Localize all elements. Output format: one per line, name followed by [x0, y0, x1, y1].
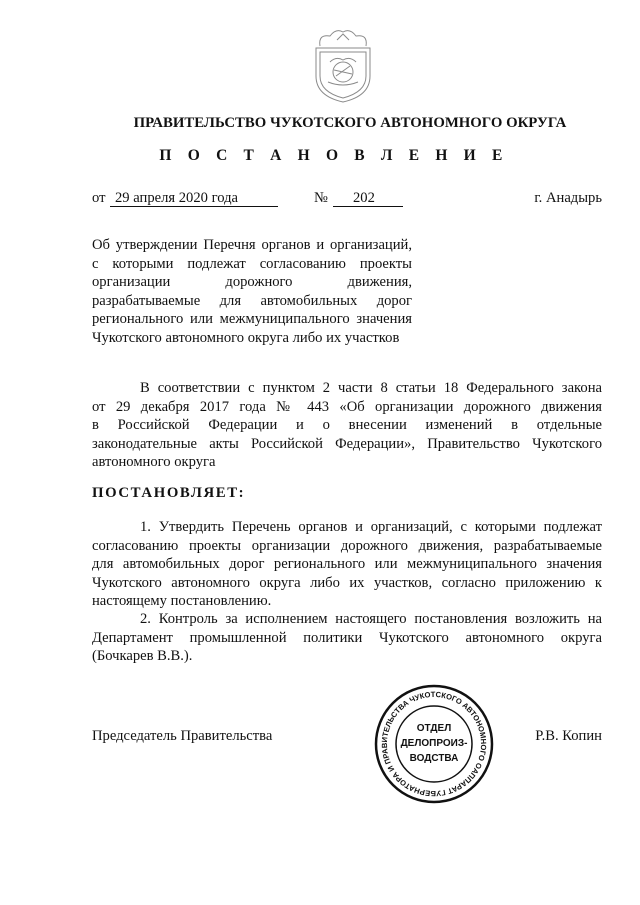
subject-line: с которыми подлежат согласованию проекты — [92, 255, 412, 272]
item-2-line: Департамент промышленной политики Чукотского автономного округа — [92, 629, 602, 646]
preamble-line: законодательные акты Российской Федерации», Правительство Чукотского — [92, 435, 602, 452]
resolves-heading: ПОСТАНОВЛЯЕТ: — [92, 485, 246, 501]
number-label: № — [314, 190, 328, 206]
organization-name: ПРАВИТЕЛЬСТВО ЧУКОТСКОГО АВТОНОМНОГО ОКРУГА — [133, 115, 567, 131]
subject-line: организации дорожного движения, — [92, 274, 412, 290]
item-1-line: 1. Утвердить Перечень органов и организаций, с которыми подлежат — [140, 519, 602, 535]
preamble-line: от 29 декабря 2017 года № 443 «Об организации дорожного движения — [92, 398, 602, 415]
decree-date — [110, 190, 278, 207]
signatory-position: Председатель Правительства — [92, 728, 273, 744]
item-2-line: (Бочкарев В.В.). — [92, 648, 193, 664]
item-1-line: для автомобильных дорог регионального или межмуниципального значения — [92, 556, 602, 572]
preamble-line: автономного округа — [92, 454, 216, 470]
subject-line: регионального или межмуниципального значения — [92, 311, 412, 327]
city: г. Анадырь — [534, 190, 602, 206]
preamble — [92, 379, 602, 472]
stamp-center-line: ДЕЛОПРОИЗ- — [400, 738, 468, 749]
from-label: от — [92, 190, 106, 206]
document-type: П О С Т А Н О В Л Е Н И Е — [159, 147, 509, 164]
stamp-center-line: ОТДЕЛ — [416, 723, 452, 734]
item-2 — [92, 610, 602, 666]
office-stamp — [373, 683, 495, 805]
item-1-line: согласованию проекты организации дорожного движения, разрабатываемые — [92, 537, 602, 554]
preamble-line: В соответствии с пунктом 2 части 8 статьи 18 Федерального закона — [140, 380, 602, 396]
stamp-ring-text: АППАРАТ ГУБЕРНАТОРА И ПРАВИТЕЛЬСТВА ЧУКОТСКОГО АВТОНОМНОГО ОКРУГА — [379, 689, 489, 799]
number-value: 202 — [333, 191, 403, 207]
item-2-line: 2. Контроль за исполнением настоящего постановления возложить на — [140, 611, 602, 627]
preamble-line: в Российской Федерации и о внесении изменений в отдельные — [92, 417, 602, 433]
subject-line: Об утверждении Перечня органов и организаций, — [92, 237, 412, 253]
item-1-line: Чукотского автономного округа либо их участков, согласно приложению к — [92, 574, 602, 591]
item-1 — [92, 518, 602, 611]
subject-line: разрабатываемые для автомобильных дорог — [92, 292, 412, 309]
decree-subject — [92, 236, 412, 347]
decree-number — [333, 190, 403, 207]
item-1-line: настоящему постановлению. — [92, 593, 272, 609]
subject-line: Чукотского автономного округа либо их участков — [92, 329, 400, 346]
date-value: 29 апреля 2020 года — [110, 191, 278, 207]
stamp-center-line: ВОДСТВА — [409, 753, 459, 764]
signatory-name: Р.В. Копин — [535, 728, 602, 744]
coat-of-arms-icon — [310, 26, 376, 104]
